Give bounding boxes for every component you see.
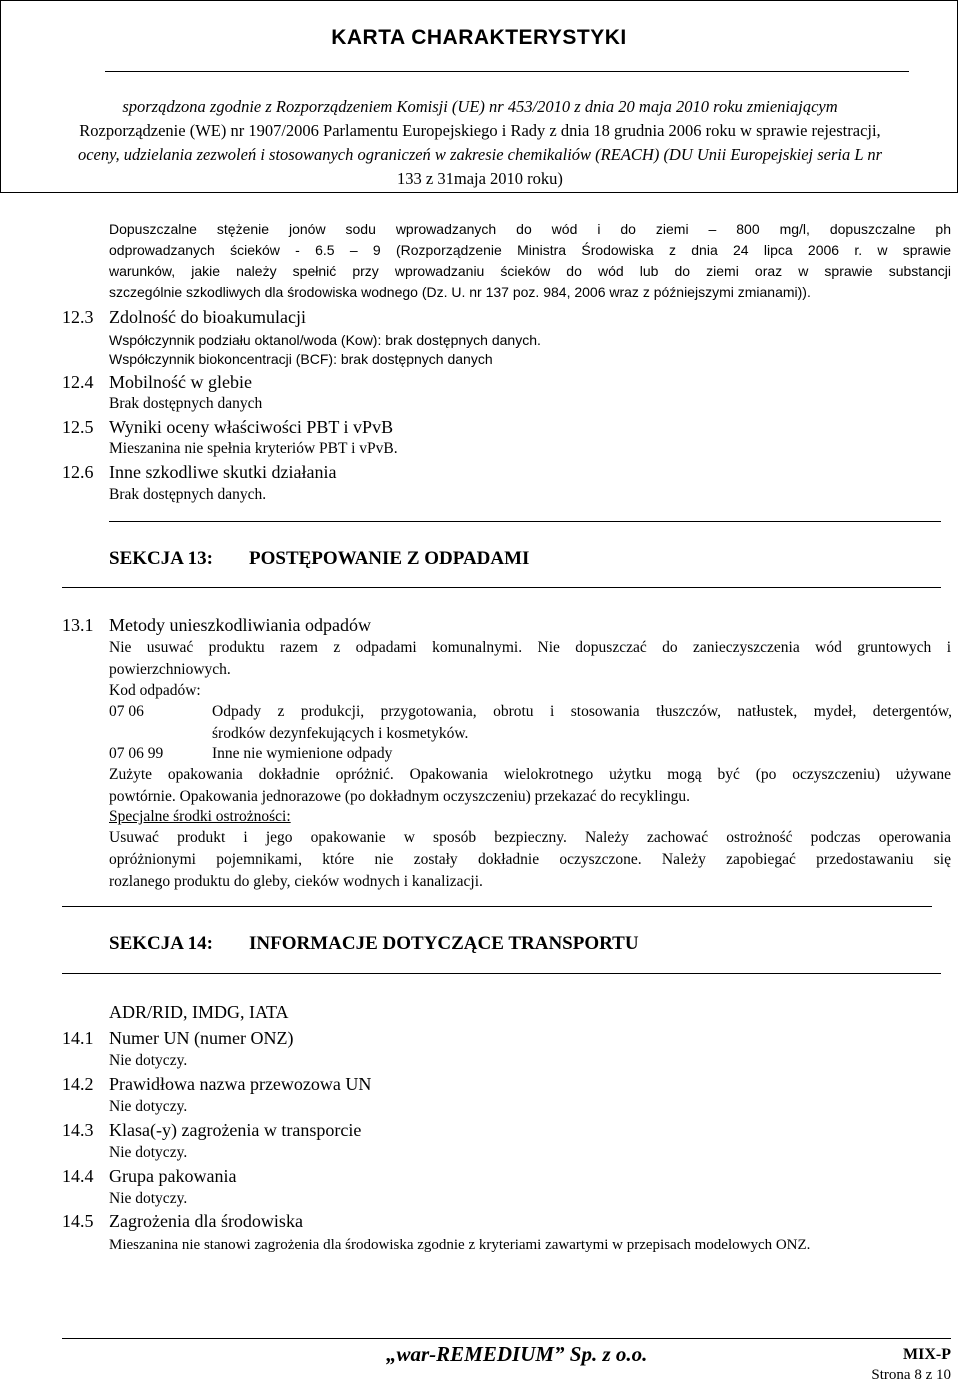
subsection-title: Inne szkodliwe skutki działania xyxy=(109,462,337,482)
subsection-title: Mobilność w glebie xyxy=(109,372,252,392)
section-title: INFORMACJE DOTYCZĄCE TRANSPORTU xyxy=(249,933,639,954)
subsection-text: Nie dotyczy. xyxy=(109,1052,188,1069)
section-title: POSTĘPOWANIE Z ODPADAMI xyxy=(249,548,530,569)
subtitle-line-2: Rozporządzenie (WE) nr 1907/2006 Parlamentu Europejskiego i Rady z dnia 18 grudnia 2006 roku w sprawie rejestracji, xyxy=(79,121,881,140)
subsection-title: Klasa(-y) zagrożenia w transporcie xyxy=(109,1120,362,1140)
section-label: SEKCJA 13: xyxy=(109,548,213,569)
special-precautions-label: Specjalne środki ostrożności: xyxy=(109,808,291,825)
subsection-title: Numer UN (numer ONZ) xyxy=(109,1028,294,1048)
disposal-paragraph xyxy=(109,637,951,681)
subsection-title: Zdolność do bioakumulacji xyxy=(109,307,306,327)
special-precautions-paragraph xyxy=(109,827,951,893)
subsection-text: Nie dotyczy. xyxy=(109,1098,188,1115)
document-title: KARTA CHARAKTERYSTYKI xyxy=(331,26,627,49)
subsection-title: Zagrożenia dla środowiska xyxy=(109,1211,303,1231)
subsection-title: Wyniki oceny właściwości PBT i vPvB xyxy=(109,417,394,437)
paragraph-line: Zużyte opakowania dokładnie opróżnić. Opakowania wielokrotnego użytku mogą być (po oczyszczeniu) używane xyxy=(109,766,951,783)
subsection-number: 14.2 xyxy=(62,1074,94,1094)
packaging-paragraph xyxy=(109,764,951,808)
section-divider xyxy=(62,973,941,974)
paragraph-line: powierzchniowych. xyxy=(109,661,231,678)
sodium-limit-paragraph xyxy=(109,219,951,303)
intro-line: warunków, jakie należy spełnić przy wprowadzaniu ścieków do wód lub do ziemi oraz w sprawie substancji xyxy=(109,263,951,279)
page-number: Strona 8 z 10 xyxy=(871,1367,951,1383)
section-divider xyxy=(62,587,941,588)
waste-code-description: Inne nie wymienione odpady xyxy=(212,745,393,762)
product-name: MIX-P xyxy=(903,1346,951,1363)
subsection-number: 12.5 xyxy=(62,417,94,437)
paragraph-line: rozlanego produktu do gleby, cieków wodnych i kanalizacji. xyxy=(109,873,483,890)
subsection-text: Brak dostępnych danych xyxy=(109,395,263,412)
waste-code: 07 06 99 xyxy=(109,745,164,762)
subsection-text: Brak dostępnych danych. xyxy=(109,486,267,503)
waste-code-description xyxy=(212,701,952,745)
subtitle-line-4: 133 z 31maja 2010 roku) xyxy=(397,169,563,188)
subsection-number: 14.3 xyxy=(62,1120,94,1140)
subsection-number: 12.4 xyxy=(62,372,94,392)
description-line: środków dezynfekujących i kosmetyków. xyxy=(212,725,469,742)
waste-code: 07 06 xyxy=(109,703,144,720)
subsection-title: Metody unieszkodliwiania odpadów xyxy=(109,615,371,635)
section-divider xyxy=(109,521,941,522)
subsection-text: Mieszanina nie spełnia kryteriów PBT i vPvB. xyxy=(109,440,398,457)
paragraph-line: powtórnie. Opakowania jednorazowe (po dokładnym oczyszczeniu) przekazać do recyklingu. xyxy=(109,788,691,805)
intro-line: szczególnie szkodliwych dla środowiska wodnego (Dz. U. nr 137 poz. 984, 2006 wraz z późniejszymi zmianami)). xyxy=(109,284,811,300)
company-name: „war-REMEDIUM” Sp. z o.o. xyxy=(386,1342,648,1366)
subsection-text: Mieszanina nie stanowi zagrożenia dla środowiska zgodnie z kryteriami zawartymi w przepisach modelowych ONZ. xyxy=(109,1237,811,1253)
subsection-number: 12.6 xyxy=(62,462,94,482)
subtitle-line-1: sporządzona zgodnie z Rozporządzeniem Komisji (UE) nr 453/2010 z dnia 20 maja 2010 roku zmieniającym xyxy=(122,97,838,116)
waste-code-label: Kod odpadów: xyxy=(109,682,201,699)
section-13-heading xyxy=(109,547,529,571)
subsection-number: 14.4 xyxy=(62,1166,94,1186)
paragraph-line: Usuwać produkt i jego opakowanie w sposób bezpieczny. Należy zachować ostrożność podczas operowania xyxy=(109,829,951,846)
section-label: SEKCJA 14: xyxy=(109,933,213,954)
description-line: Odpady z produkcji, przygotowania, obrotu i stosowania tłuszczów, natłustek, mydeł, detergentów, xyxy=(212,703,952,720)
bcf-text: Współczynnik biokoncentracji (BCF): brak dostępnych danych xyxy=(109,351,493,367)
title-divider xyxy=(105,71,909,72)
section-14-heading xyxy=(109,932,639,956)
intro-line: Dopuszczalne stężenie jonów sodu wprowadzanych do wód i do ziemi – 800 mg/l, dopuszczalne ph xyxy=(109,221,951,237)
subsection-text: Nie dotyczy. xyxy=(109,1144,188,1161)
transport-modes: ADR/RID, IMDG, IATA xyxy=(109,1002,289,1022)
subsection-title: Prawidłowa nazwa przewozowa UN xyxy=(109,1074,372,1094)
subsection-number: 14.1 xyxy=(62,1028,94,1048)
subtitle-line-3: oceny, udzielania zezwoleń i stosowanych ograniczeń w zakresie chemikaliów (REACH) (DU Unii Europejskiej seria L nr xyxy=(77,145,883,164)
paragraph-line: opróżnionymi pojemnikami, które nie zostały dokładnie oczyszczone. Należy zapobiegać przedostawaniu się xyxy=(109,851,951,868)
subsection-number: 13.1 xyxy=(62,615,94,635)
subsection-number: 14.5 xyxy=(62,1211,94,1231)
subsection-title: Grupa pakowania xyxy=(109,1166,237,1186)
subsection-number: 12.3 xyxy=(62,307,94,327)
kow-text: Współczynnik podziału oktanol/woda (Kow): brak dostępnych danych. xyxy=(109,332,541,348)
regulation-subtitle xyxy=(50,95,910,191)
intro-line: odprowadzanych ścieków - 6.5 – 9 (Rozporządzenie Ministra Środowiska z dnia 24 lipca 2006 r. w sprawie xyxy=(109,242,951,258)
paragraph-line: Nie usuwać produktu razem z odpadami komunalnymi. Nie dopuszczać do zanieczyszczenia wód gruntowych i xyxy=(109,639,951,656)
section-divider xyxy=(62,906,932,907)
footer-divider xyxy=(62,1338,951,1339)
subsection-text: Nie dotyczy. xyxy=(109,1190,188,1207)
